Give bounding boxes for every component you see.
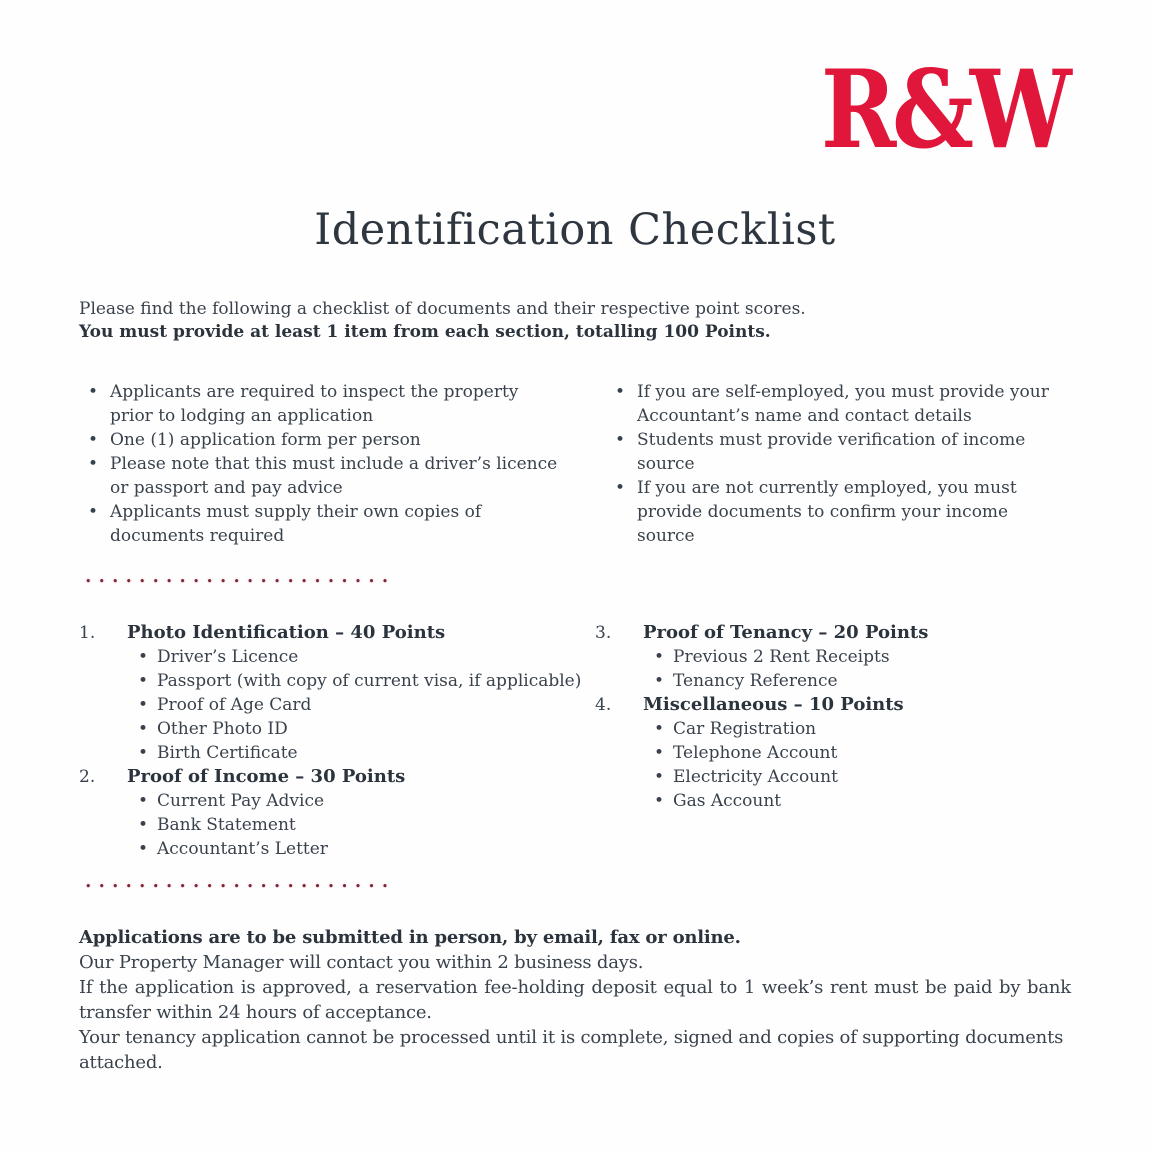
section-heading: Proof of Tenancy – 20 Points: [643, 621, 929, 643]
section-heading: Miscellaneous – 10 Points: [643, 693, 904, 715]
dotted-divider-bottom: •••••••••••••••••••••••: [85, 879, 396, 893]
item-text: Bank Statement: [157, 814, 296, 835]
intro-line: Please find the following a checklist of documents and their respective point scores.: [79, 298, 806, 319]
bullet-icon: •: [615, 381, 626, 402]
note-text: Please note that this must include a driver’s licence or passport and pay advice: [110, 453, 558, 498]
note-text: Applicants must supply their own copies of documents required: [110, 501, 482, 546]
page-title: Identification Checklist: [314, 205, 836, 255]
item-text: Birth Certificate: [157, 742, 298, 763]
list-item: [654, 669, 1071, 693]
note-text: One (1) application form per person: [110, 429, 421, 450]
item-text: Accountant’s Letter: [157, 838, 328, 859]
rw-logo: R&W: [821, 47, 1068, 173]
bullet-icon: •: [654, 718, 665, 739]
footer-paragraphs: [79, 925, 1071, 1075]
section-heading: Proof of Income – 30 Points: [127, 765, 406, 787]
footer-line: Our Property Manager will contact you within 2 business days.: [79, 951, 644, 973]
bullet-icon: •: [654, 742, 665, 763]
section-item-list: [654, 717, 1071, 813]
sections-column-left: [79, 621, 595, 861]
section-heading-row: [595, 621, 1071, 645]
section-item-list: [138, 645, 595, 765]
sections-column-right: [595, 621, 1071, 861]
list-item: [138, 645, 595, 669]
list-item: [654, 645, 1071, 669]
bullet-icon: •: [138, 646, 149, 667]
bullet-icon: •: [88, 501, 99, 522]
intro-paragraph: [79, 298, 1071, 344]
section-item-list: [138, 789, 595, 861]
item-text: Other Photo ID: [157, 718, 288, 739]
list-item: [654, 765, 1071, 789]
bullet-icon: •: [88, 453, 99, 474]
intro-bold-line: You must provide at least 1 item from each section, totalling 100 Points.: [79, 321, 771, 342]
section-number: 2.: [79, 766, 96, 787]
checklist-section: [79, 621, 595, 765]
bullet-icon: •: [654, 670, 665, 691]
list-item: [654, 717, 1071, 741]
bullet-icon: •: [88, 381, 99, 402]
checklist-sections: [79, 621, 1071, 861]
bullet-icon: •: [654, 646, 665, 667]
bullet-icon: •: [138, 838, 149, 859]
list-item: [138, 789, 595, 813]
bullet-icon: •: [615, 429, 626, 450]
bullet-icon: •: [138, 694, 149, 715]
section-heading-row: [79, 765, 595, 789]
list-item: [654, 741, 1071, 765]
list-item: [615, 380, 1071, 428]
section-number: 4.: [595, 694, 612, 715]
item-text: Telephone Account: [673, 742, 838, 763]
item-text: Current Pay Advice: [157, 790, 325, 811]
bullet-icon: •: [138, 742, 149, 763]
item-text: Proof of Age Card: [157, 694, 312, 715]
note-text: If you are self-employed, you must provide your Accountant’s name and contact details: [637, 381, 1049, 426]
item-text: Tenancy Reference: [673, 670, 838, 691]
item-text: Previous 2 Rent Receipts: [673, 646, 890, 667]
note-text: If you are not currently employed, you must provide documents to confirm your income source: [637, 477, 1017, 546]
checklist-section: [595, 693, 1071, 813]
footer-bold-line: Applications are to be submitted in person, by email, fax or online.: [79, 926, 741, 948]
bullet-icon: •: [615, 477, 626, 498]
checklist-section: [79, 765, 595, 861]
section-number: 1.: [79, 622, 96, 643]
bullet-icon: •: [138, 814, 149, 835]
notes-column-left: [79, 380, 610, 548]
list-item: [615, 428, 1071, 476]
bullet-icon: •: [138, 718, 149, 739]
list-item: [138, 693, 595, 717]
note-text: Applicants are required to inspect the property prior to lodging an application: [110, 381, 519, 426]
list-item: [138, 669, 595, 693]
item-text: Car Registration: [673, 718, 817, 739]
item-text: Driver’s Licence: [157, 646, 299, 667]
bullet-icon: •: [138, 670, 149, 691]
section-heading: Photo Identification – 40 Points: [127, 621, 446, 643]
general-notes: [79, 380, 1071, 548]
bullet-icon: •: [654, 790, 665, 811]
list-item: [138, 837, 595, 861]
list-item: [138, 717, 595, 741]
checklist-section: [595, 621, 1071, 693]
bullet-icon: •: [88, 429, 99, 450]
note-text: Students must provide verification of income source: [637, 429, 1026, 474]
list-item: [654, 789, 1071, 813]
section-heading-row: [79, 621, 595, 645]
bullet-icon: •: [654, 766, 665, 787]
footer-line: If the application is approved, a reservation fee-holding deposit equal to 1 week’s rent must be paid by bank transfer within 24 hours of acceptance.: [79, 976, 1071, 1023]
list-item: [615, 476, 1071, 548]
list-item: [88, 380, 562, 428]
list-item: [138, 741, 595, 765]
dotted-divider-top: •••••••••••••••••••••••: [85, 574, 396, 588]
item-text: Electricity Account: [673, 766, 838, 787]
item-text: Gas Account: [673, 790, 782, 811]
list-item: [88, 428, 562, 452]
notes-column-right: [610, 380, 1071, 548]
list-item: [138, 813, 595, 837]
list-item: [88, 452, 562, 500]
section-heading-row: [595, 693, 1071, 717]
footer-line: Your tenancy application cannot be processed until it is complete, signed and copies of supporting documents attached.: [79, 1026, 1064, 1073]
item-text: Passport (with copy of current visa, if applicable): [157, 670, 582, 691]
section-item-list: [654, 645, 1071, 693]
bullet-icon: •: [138, 790, 149, 811]
section-number: 3.: [595, 622, 612, 643]
list-item: [88, 500, 562, 548]
